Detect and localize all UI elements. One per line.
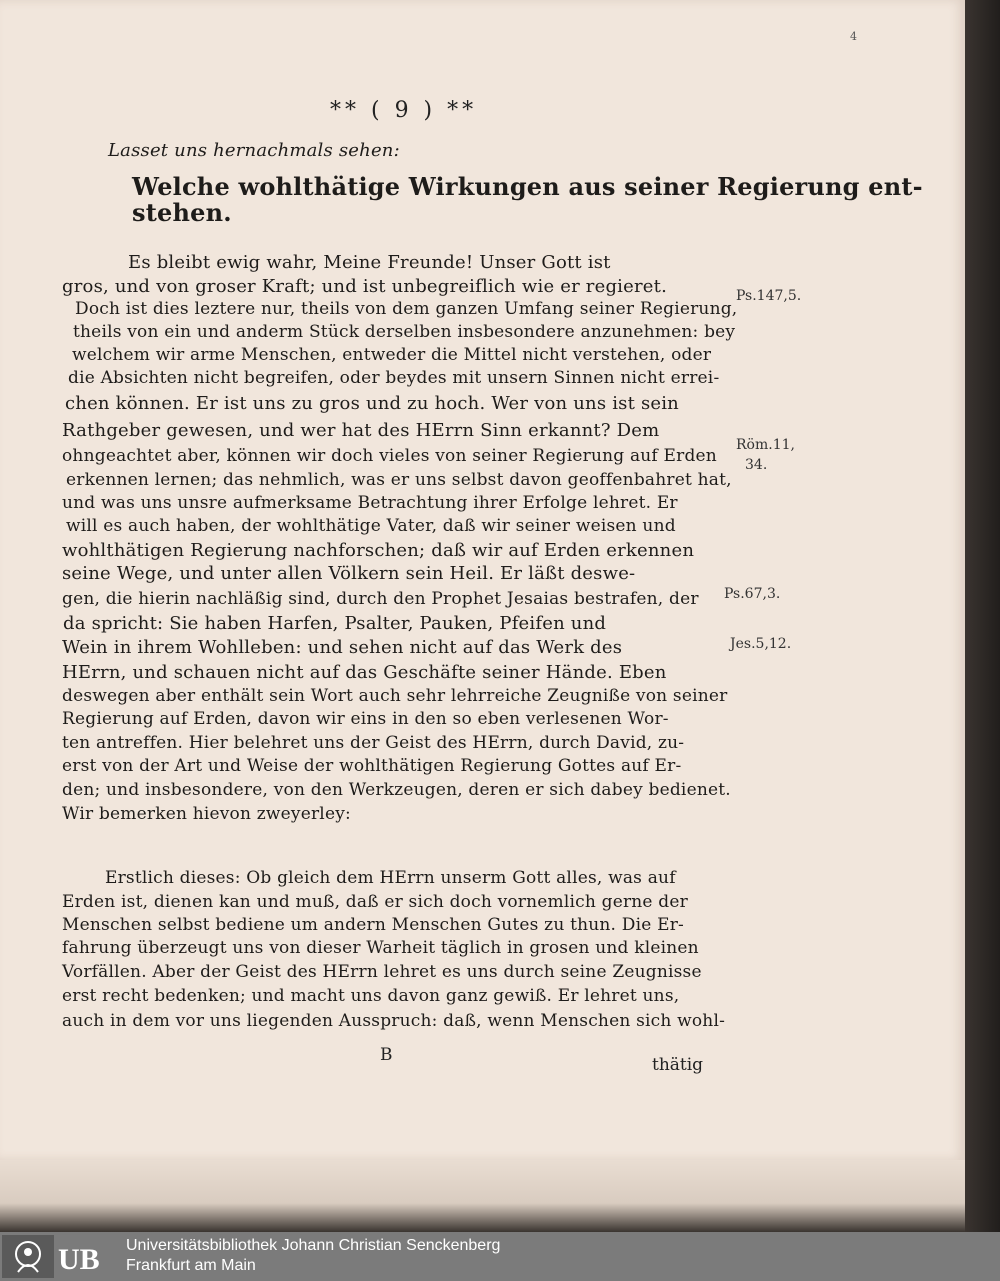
page-edge [965, 0, 1000, 1232]
body-line: da spricht: Sie haben Harfen, Psalter, Pauken, Pfeifen und [63, 613, 607, 634]
body-line: seine Wege, und unter allen Völkern sein Heil. Er läßt deswe- [62, 563, 636, 584]
body-line: die Absichten nicht begreifen, oder beydes mit unsern Sinnen nicht errei- [68, 368, 720, 388]
catchword: thätig [652, 1055, 704, 1075]
body-line: HErrn, und schauen nicht auf das Geschäfte seiner Hände. Eben [62, 662, 667, 683]
body-line: Wir bemerken hievon zweyerley: [62, 804, 351, 824]
heading-line-2: stehen. [132, 198, 232, 227]
heading-line-1: Welche wohlthätige Wirkungen aus seiner Regierung ent- [132, 172, 923, 201]
margin-note-ps67: Ps.67,3. [724, 586, 781, 602]
body-line: den; und insbesondere, von den Werkzeugen, deren er sich dabey bedienet. [62, 780, 731, 800]
paragraph-line: auch in dem vor uns liegenden Ausspruch: daß, wenn Menschen sich wohl- [62, 1011, 726, 1031]
intro-line: Lasset uns hernachmals sehen: [108, 140, 400, 161]
body-line: ohngeachtet aber, können wir doch vieles von seiner Regierung auf Erden [62, 446, 717, 466]
margin-note-34: 34. [745, 457, 768, 473]
body-line: wohlthätigen Regierung nachforschen; daß wir auf Erden erkennen [62, 540, 695, 561]
body-line: und was uns unsre aufmerksame Betrachtung ihrer Erfolge lehret. Er [62, 493, 678, 513]
body-line: Regierung auf Erden, davon wir eins in den so eben verlesenen Wor- [62, 709, 669, 729]
body-line: Doch ist dies leztere nur, theils von dem ganzen Umfang seiner Regierung, [75, 299, 738, 319]
paragraph-line: erst recht bedenken; und macht uns davon ganz gewiß. Er lehret uns, [62, 986, 680, 1006]
paragraph-line: Vorfällen. Aber der Geist des HErrn lehret es uns durch seine Zeugnisse [62, 962, 702, 982]
corner-mark: 4 [850, 30, 857, 43]
body-line: chen können. Er ist uns zu gros und zu hoch. Wer von uns ist sein [65, 393, 679, 414]
body-line: theils von ein und anderm Stück derselben insbesondere anzunehmen: bey [73, 322, 736, 342]
paragraph-line: Erstlich dieses: Ob gleich dem HErrn unserm Gott alles, was auf [105, 868, 676, 888]
library-name[interactable]: Universitätsbibliothek Johann Christian Senckenberg [126, 1237, 501, 1254]
body-line: gros, und von groser Kraft; und ist unbegreiflich wie er regieret. [62, 276, 668, 297]
page-bottom-shadow [0, 1160, 965, 1232]
ub-logo-text: UB [58, 1243, 100, 1276]
body-line: ten antreffen. Hier belehret uns der Geist des HErrn, durch David, zu- [62, 733, 685, 753]
body-line: welchem wir arme Menschen, entweder die Mittel nicht verstehen, oder [72, 345, 712, 365]
paragraph-line: fahrung überzeugt uns von dieser Warheit täglich in grosen und kleinen [62, 938, 699, 958]
signature-mark: B [380, 1045, 393, 1065]
body-line: erst von der Art und Weise der wohlthätigen Regierung Gottes auf Er- [62, 756, 682, 776]
margin-note-jes5: Jes.5,12. [730, 636, 792, 652]
body-line: Wein in ihrem Wohlleben: und sehen nicht auf das Werk des [62, 637, 623, 658]
body-line: will es auch haben, der wohlthätige Vater, daß wir seiner weisen und [66, 516, 676, 536]
margin-note-ps147: Ps.147,5. [736, 288, 802, 304]
body-line: gen, die hierin nachläßig sind, durch den Prophet Jesaias bestrafen, der [62, 589, 699, 609]
body-line: Rathgeber gewesen, und wer hat des HErrn Sinn erkannt? Dem [62, 420, 660, 441]
body-line: Es bleibt ewig wahr, Meine Freunde! Unser Gott ist [128, 252, 611, 273]
margin-note-rom11: Röm.11, [736, 437, 795, 453]
body-line: erkennen lernen; das nehmlich, was er uns selbst davon geoffenbahret hat, [66, 470, 732, 490]
paragraph-line: Menschen selbst bediene um andern Menschen Gutes zu thun. Die Er- [62, 915, 684, 935]
paragraph-line: Erden ist, dienen kan und muß, daß er sich doch vornemlich gerne der [62, 892, 688, 912]
body-line: deswegen aber enthält sein Wort auch sehr lehrreiche Zeugniße von seiner [62, 686, 728, 706]
ub-logo-icon[interactable] [0, 1232, 117, 1281]
page-header: ** ( 9 ) ** [330, 98, 478, 123]
library-city: Frankfurt am Main [126, 1257, 256, 1274]
